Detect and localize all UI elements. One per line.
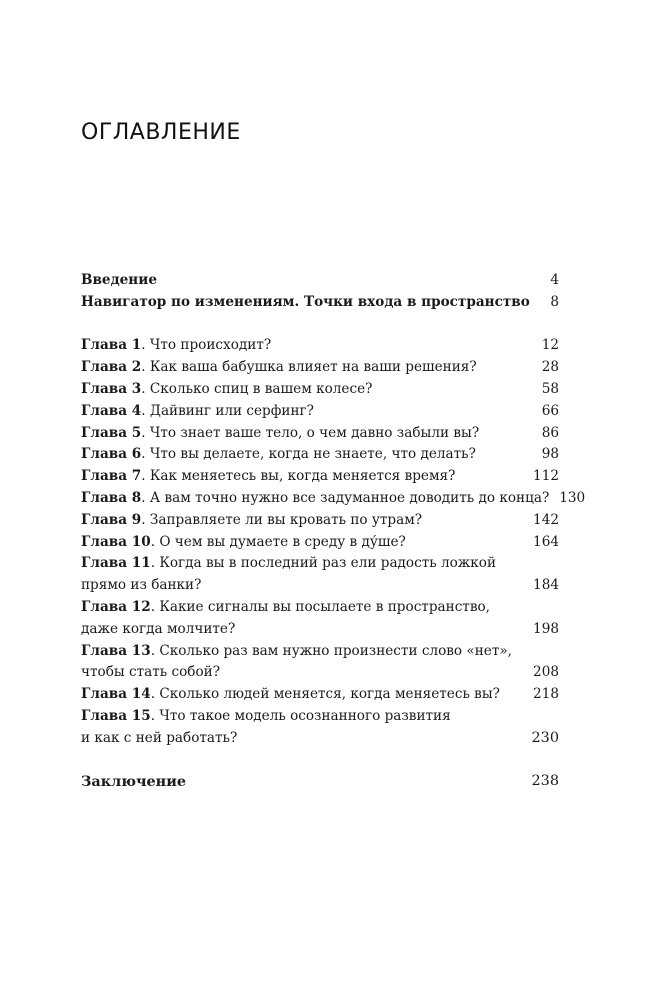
toc-entry-chapter xyxy=(81,401,559,423)
toc-entry-page: 58 xyxy=(541,380,559,397)
chapter-label-separator: . xyxy=(141,380,150,397)
chapter-label-separator: . xyxy=(141,402,150,419)
toc-entry-line xyxy=(81,532,523,554)
toc-entry-chapter xyxy=(81,357,559,379)
chapter-label: Глава 9 xyxy=(81,511,142,528)
chapter-label-separator: . xyxy=(141,489,150,506)
toc-entry-line xyxy=(81,357,532,379)
toc-entry-title xyxy=(81,510,533,532)
toc-entry-line xyxy=(81,575,523,597)
chapter-label: Глава 14 xyxy=(81,686,151,703)
chapter-label-separator: . xyxy=(141,511,150,528)
chapter-label: Глава 10 xyxy=(81,533,151,550)
chapter-label: Глава 11 xyxy=(81,555,151,572)
toc-entry-title xyxy=(81,706,532,750)
chapter-title-text: Сколько спиц в вашем колесе? xyxy=(149,380,373,397)
toc-entry-line xyxy=(81,684,523,706)
toc-entry-title xyxy=(81,401,542,423)
toc-entry-chapter xyxy=(81,466,559,488)
toc-entry-page: 218 xyxy=(533,686,559,703)
chapter-title-text: Как меняетесь вы, когда меняется время? xyxy=(149,468,456,485)
chapter-label: Глава 6 xyxy=(81,446,142,463)
toc-entry-title xyxy=(81,335,542,357)
toc-entry-title: Заключение xyxy=(81,773,187,791)
toc-entry-line xyxy=(81,335,532,357)
toc-entry-page: 208 xyxy=(533,664,559,681)
chapter-label-separator: . xyxy=(150,686,160,703)
toc-entry-line xyxy=(81,706,522,728)
toc-entry-page: 130 xyxy=(559,489,586,506)
toc-entry-conclusion xyxy=(81,771,559,793)
chapter-title-text: Сколько людей меняется, когда меняетесь вы? xyxy=(159,686,500,703)
toc-entry-page: 28 xyxy=(541,359,559,376)
toc-entry-line xyxy=(81,488,549,510)
chapter-title-text: Заправляете ли вы кровать по утрам? xyxy=(149,511,423,528)
toc-entry-chapter xyxy=(81,423,559,445)
toc-entry-chapter xyxy=(81,335,559,357)
toc-entry-title xyxy=(81,532,533,554)
toc-entry-chapter xyxy=(81,706,559,750)
chapter-label-separator: . xyxy=(141,468,150,485)
toc-entry-chapter xyxy=(81,641,559,685)
chapter-label-separator: . xyxy=(150,707,160,724)
toc-entry-page: 184 xyxy=(533,577,559,594)
chapter-title-text: даже когда молчите? xyxy=(81,620,236,637)
toc-entry-line xyxy=(81,619,523,641)
toc-entry-line xyxy=(81,444,532,466)
toc-entry-chapter xyxy=(81,488,586,510)
toc-entry-intro xyxy=(81,270,559,292)
table-of-contents xyxy=(81,270,586,793)
chapter-label: Глава 2 xyxy=(81,359,142,376)
toc-entry-page: 8 xyxy=(550,293,559,310)
chapter-title-text: Когда вы в последний раз ели радость ложкой xyxy=(159,555,497,572)
toc-entry-line xyxy=(81,597,523,619)
toc-entry-page: 142 xyxy=(533,511,559,528)
toc-entry-page: 198 xyxy=(533,620,559,637)
chapter-label: Глава 3 xyxy=(81,380,142,397)
chapter-title-text: Как ваша бабушка влияет на ваши решения? xyxy=(149,359,477,376)
toc-entry-chapter xyxy=(81,553,559,597)
chapter-label: Глава 8 xyxy=(81,489,142,506)
chapter-label-separator: . xyxy=(141,424,150,441)
chapter-label-separator: . xyxy=(150,598,160,615)
toc-entry-chapter xyxy=(81,510,559,532)
toc-entry-title: Навигатор по изменениям. Точки входа в пространство xyxy=(81,293,530,310)
toc-entry-page: 238 xyxy=(531,773,559,790)
toc-entry-chapter xyxy=(81,444,559,466)
toc-entry-page: 112 xyxy=(533,468,559,485)
toc-entry-chapter xyxy=(81,379,559,401)
chapter-label: Глава 4 xyxy=(81,402,142,419)
chapter-label-separator: . xyxy=(150,533,160,550)
toc-entry-page: 98 xyxy=(541,446,559,463)
toc-entry-title xyxy=(81,553,533,597)
toc-entry-line xyxy=(81,401,532,423)
toc-entry-page: 86 xyxy=(541,424,559,441)
chapter-title-text: Что вы делаете, когда не знаете, что делать? xyxy=(149,446,476,463)
chapter-label: Глава 13 xyxy=(81,642,151,659)
chapter-title-text: О чем вы думаете в среду в ду́ше? xyxy=(159,533,406,550)
chapter-title-text: прямо из банки? xyxy=(81,577,202,594)
toc-entry-page: 164 xyxy=(533,533,559,550)
toc-entry-title xyxy=(81,423,542,445)
toc-entry-title xyxy=(81,466,533,488)
chapter-label-separator: . xyxy=(150,642,160,659)
chapter-label: Глава 7 xyxy=(81,468,142,485)
chapter-label: Глава 15 xyxy=(81,707,151,724)
toc-entry-page: 230 xyxy=(531,729,559,746)
spacer xyxy=(81,314,559,336)
toc-entry-line xyxy=(81,553,523,575)
chapter-title-text: Что происходит? xyxy=(149,337,272,354)
chapter-label: Глава 1 xyxy=(81,337,142,354)
toc-entry-chapter xyxy=(81,684,559,706)
chapter-title-text: и как с ней работать? xyxy=(81,729,238,746)
toc-entry-navigator xyxy=(81,292,559,314)
chapter-label-separator: . xyxy=(150,555,160,572)
toc-entry-page: 4 xyxy=(550,272,559,288)
toc-entry-title: Введение xyxy=(81,272,157,288)
toc-entry-title xyxy=(81,488,559,510)
toc-entry-title xyxy=(81,444,542,466)
toc-entry-line xyxy=(81,662,523,684)
chapter-title-text: Сколько раз вам нужно произнести слово «нет», xyxy=(159,642,512,659)
chapter-title-text: чтобы стать собой? xyxy=(81,664,221,681)
toc-entry-page: 12 xyxy=(541,337,559,354)
toc-entry-title xyxy=(81,641,533,685)
toc-entry-title xyxy=(81,684,533,706)
chapter-label-separator: . xyxy=(141,359,150,376)
chapter-title-text: Дайвинг или серфинг? xyxy=(149,402,314,419)
toc-entry-chapter xyxy=(81,597,559,641)
toc-entry-line xyxy=(81,510,523,532)
chapter-title-text: Что знает ваше тело, о чем давно забыли вы? xyxy=(149,424,480,441)
chapter-label-separator: . xyxy=(141,446,150,463)
chapter-list xyxy=(81,335,586,749)
chapter-title-text: А вам точно нужно все задуманное доводить до конца? xyxy=(149,489,550,506)
chapter-title-text: Что такое модель осознанного развития xyxy=(159,707,451,724)
page-title: ОГЛАВЛЕНИЕ xyxy=(81,120,241,145)
toc-entry-page: 66 xyxy=(541,402,559,419)
toc-entry-line xyxy=(81,728,522,750)
chapter-label: Глава 5 xyxy=(81,424,142,441)
toc-entry-chapter xyxy=(81,532,559,554)
toc-entry-title xyxy=(81,379,542,401)
spacer xyxy=(81,750,559,772)
toc-entry-title xyxy=(81,597,533,641)
chapter-label: Глава 12 xyxy=(81,598,151,615)
chapter-title-text: Какие сигналы вы посылаете в пространство, xyxy=(159,598,490,615)
toc-entry-line xyxy=(81,466,523,488)
chapter-label-separator: . xyxy=(141,337,150,354)
toc-entry-line xyxy=(81,641,523,663)
toc-entry-line xyxy=(81,379,532,401)
toc-entry-title xyxy=(81,357,542,379)
toc-entry-line xyxy=(81,423,532,445)
